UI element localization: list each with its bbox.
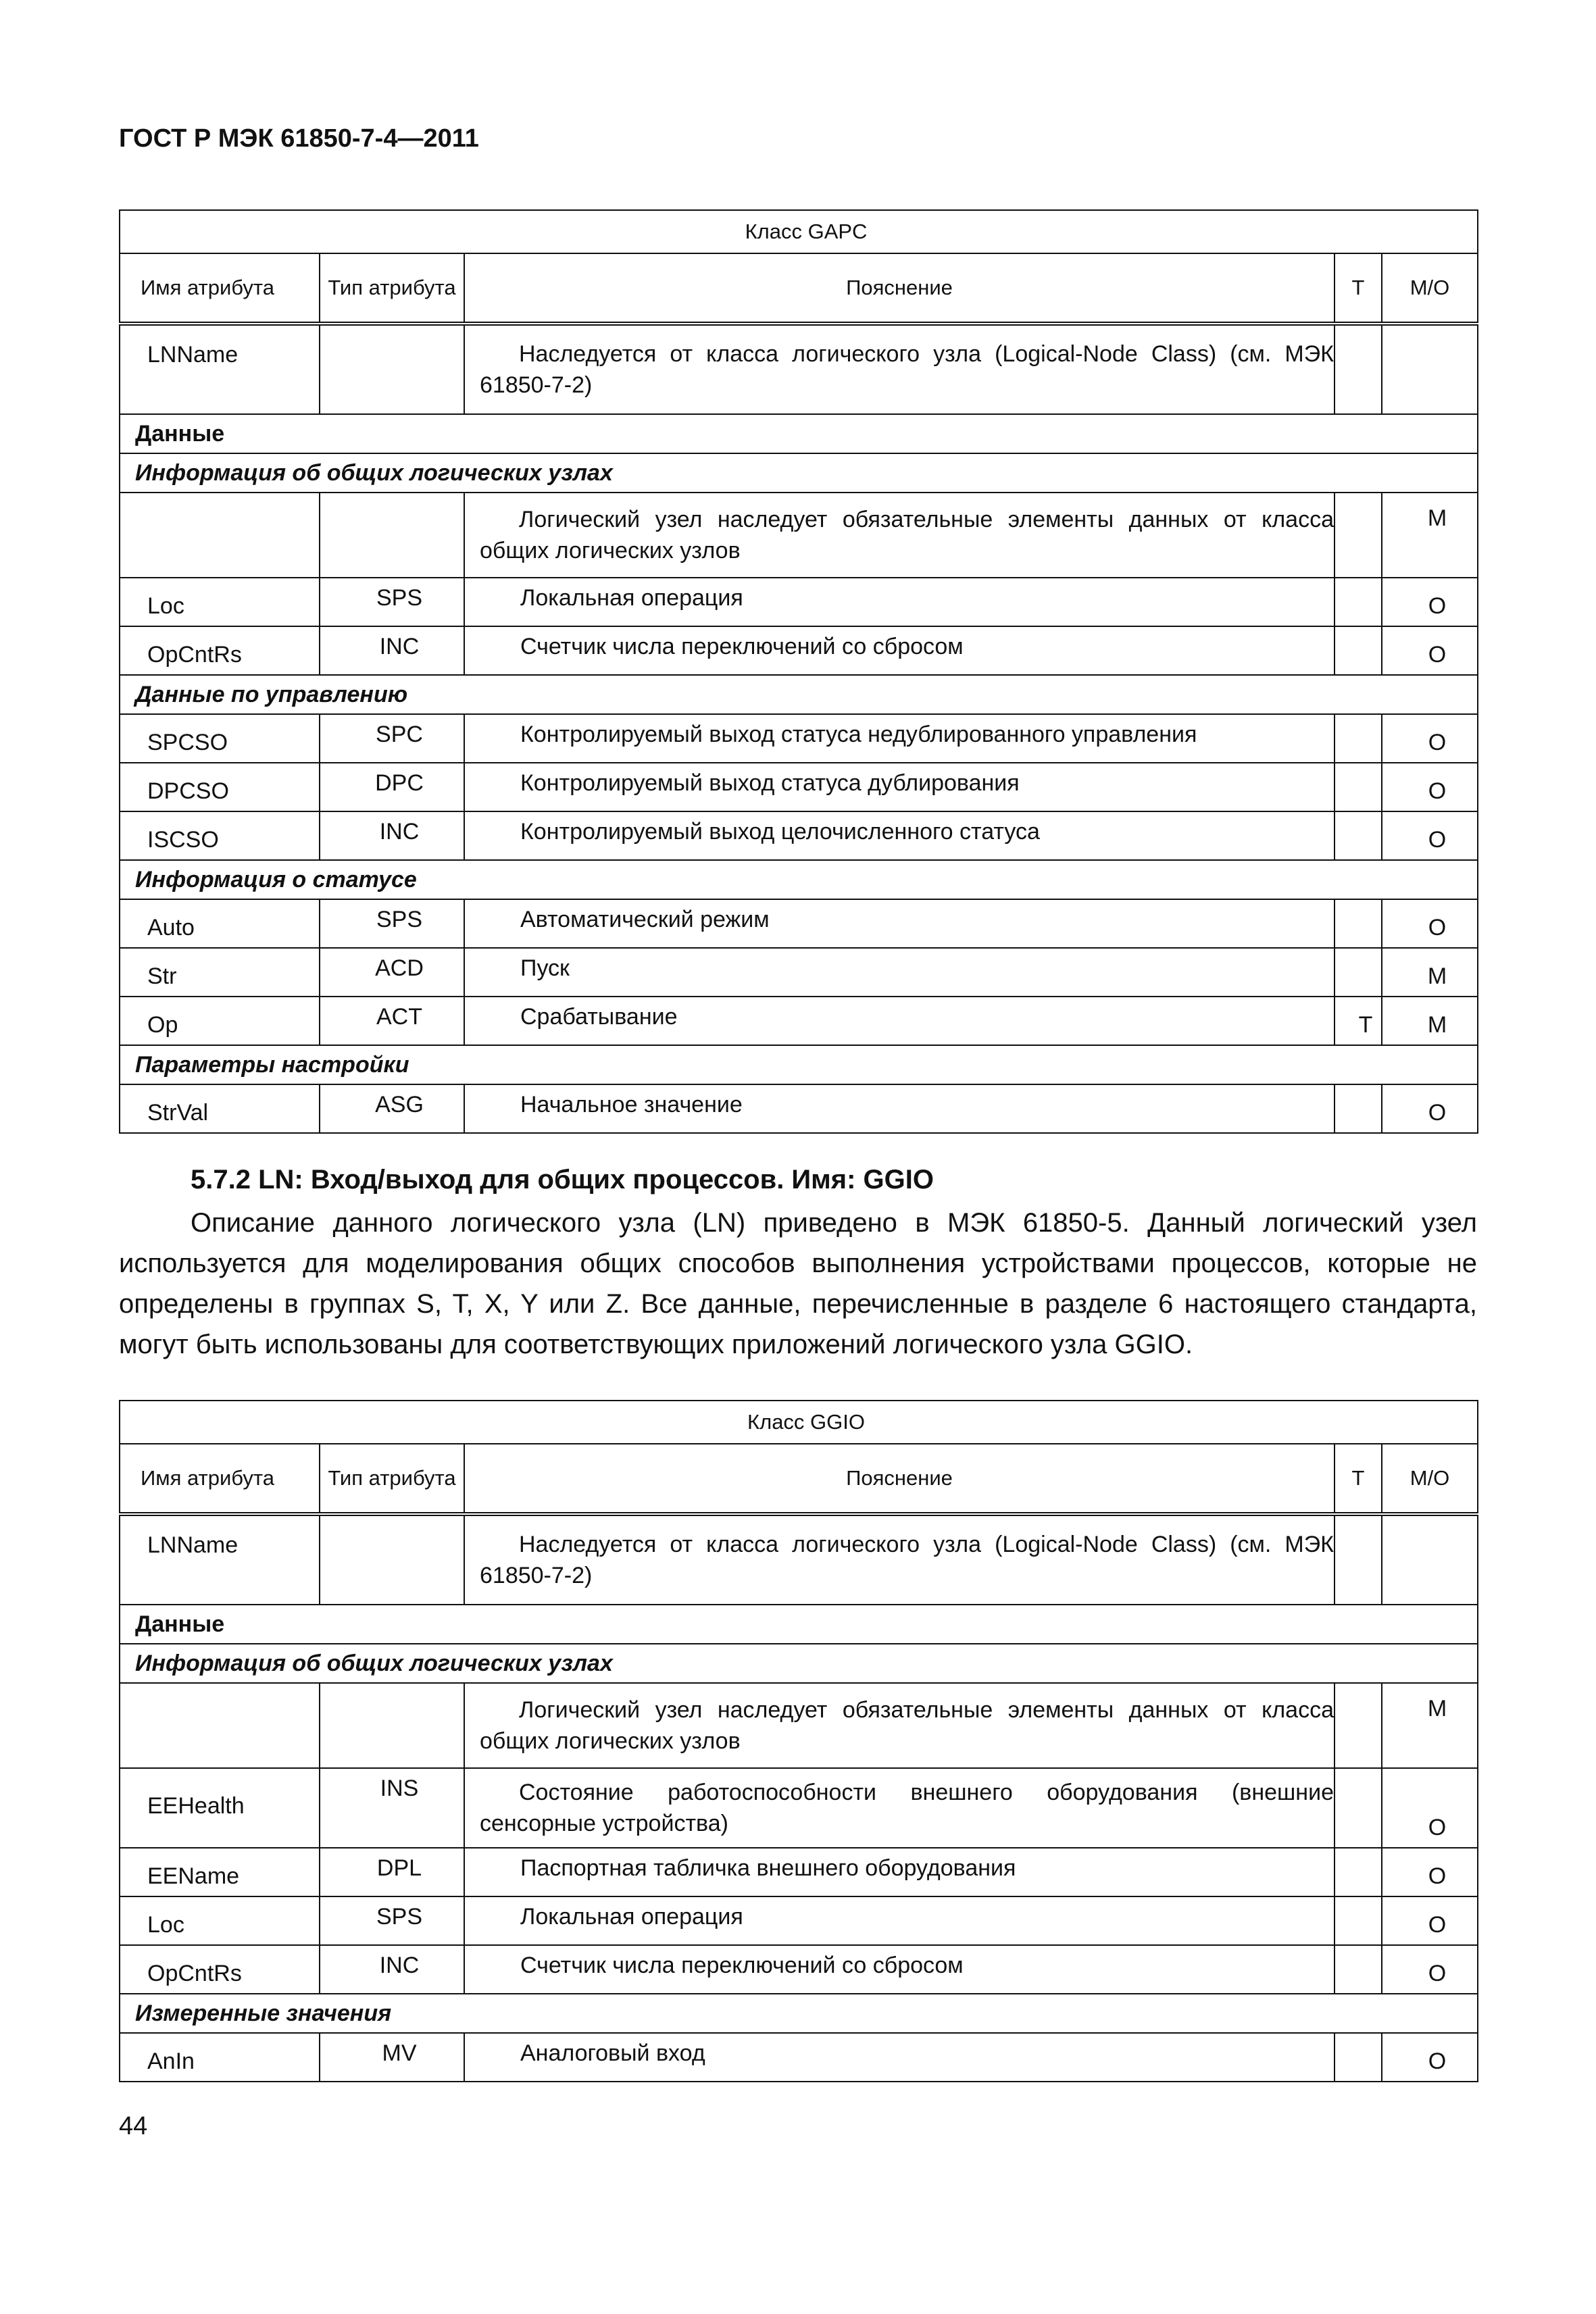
attr-name: Loc [120, 1896, 320, 1945]
attr-mo: M [1382, 1683, 1478, 1768]
attr-name [120, 493, 320, 578]
table-row [120, 1896, 1478, 1945]
attr-t [1335, 899, 1382, 948]
attr-type [320, 493, 464, 578]
attr-description: Наследуется от класса логического узла (Logical-Node Class) (см. МЭК 61850-7-2) [464, 1514, 1335, 1605]
attr-t [1335, 493, 1382, 578]
attr-name: OpCntRs [120, 626, 320, 675]
attr-name: StrVal [120, 1084, 320, 1133]
table-row [120, 626, 1478, 675]
attr-mo: M [1382, 997, 1478, 1045]
attr-description: Наследуется от класса логического узла (Logical-Node Class) (см. МЭК 61850-7-2) [464, 324, 1335, 414]
attr-mo [1382, 324, 1478, 414]
attr-type [320, 324, 464, 414]
attr-name: EEHealth [120, 1768, 320, 1848]
attr-name [120, 1683, 320, 1768]
attr-name: ISCSO [120, 811, 320, 860]
attr-mo: O [1382, 2033, 1478, 2082]
attr-type: SPC [320, 714, 464, 763]
attr-mo [1382, 1514, 1478, 1605]
attr-type: DPL [320, 1848, 464, 1896]
attr-t [1335, 714, 1382, 763]
attr-description: Пуск [464, 948, 1335, 997]
attr-name: LNName [120, 324, 320, 414]
attr-description: Локальная операция [464, 578, 1335, 626]
table-row [120, 997, 1478, 1045]
attr-name: Op [120, 997, 320, 1045]
attr-type: INC [320, 1945, 464, 1994]
attr-type: ASG [320, 1084, 464, 1133]
attr-t [1335, 324, 1382, 414]
attr-name: LNName [120, 1514, 320, 1605]
table-row [120, 578, 1478, 626]
attr-mo: O [1382, 1084, 1478, 1133]
attr-name: Loc [120, 578, 320, 626]
attr-mo: O [1382, 1768, 1478, 1848]
section-label-status: Информация о статусе [120, 860, 1478, 899]
attr-mo: O [1382, 763, 1478, 811]
page-number: 44 [119, 2112, 148, 2140]
attr-t [1335, 1896, 1382, 1945]
attr-type: INS [320, 1768, 464, 1848]
table-row [120, 899, 1478, 948]
section-heading: 5.7.2 LN: Вход/выход для общих процессов. Имя: GGIO [191, 1165, 934, 1194]
attr-t [1335, 811, 1382, 860]
table-row [120, 811, 1478, 860]
column-header-t: T [1335, 1444, 1382, 1514]
attr-description: Контролируемый выход статуса недублированного управления [464, 714, 1335, 763]
attr-mo: O [1382, 578, 1478, 626]
attr-t [1335, 2033, 1382, 2082]
attr-t [1335, 1084, 1382, 1133]
attr-name: EEName [120, 1848, 320, 1896]
column-header-t: T [1335, 253, 1382, 324]
attr-name: DPCSO [120, 763, 320, 811]
column-header-type: Тип атрибута [320, 253, 464, 324]
table-row [120, 1768, 1478, 1848]
table-row [120, 1848, 1478, 1896]
attr-description: Локальная операция [464, 1896, 1335, 1945]
attr-mo: O [1382, 626, 1478, 675]
section-label-data: Данные [120, 414, 1478, 453]
section-label-settings: Параметры настройки [120, 1045, 1478, 1084]
attr-t [1335, 626, 1382, 675]
attr-description: Контролируемый выход статуса дублирования [464, 763, 1335, 811]
section-label-control: Данные по управлению [120, 675, 1478, 714]
attr-type: INC [320, 626, 464, 675]
section-paragraph: Описание данного логического узла (LN) приведено в МЭК 61850-5. Данный логический узел используется для моделирования общих способов выполнения устройствами процессов, которые не определены в группах S, T, X, Y или Z. Все данные, перечисленные в разделе 6 настоящего стандарта, могут быть использованы для соответствующих приложений логического узла GGIO. [119, 1208, 1477, 1359]
attr-t [1335, 948, 1382, 997]
table-row [120, 763, 1478, 811]
attr-name: Auto [120, 899, 320, 948]
column-header-name: Имя атрибута [120, 253, 320, 324]
table-title: Класс GAPC [120, 210, 1478, 253]
attr-description: Логический узел наследует обязательные элементы данных от класса общих логических узлов [464, 1683, 1335, 1768]
document-header: ГОСТ Р МЭК 61850-7-4—2011 [119, 124, 479, 153]
attr-mo: M [1382, 493, 1478, 578]
attr-mo: O [1382, 714, 1478, 763]
attr-mo: O [1382, 899, 1478, 948]
attr-description: Срабатывание [464, 997, 1335, 1045]
attr-type: SPS [320, 578, 464, 626]
attr-type: DPC [320, 763, 464, 811]
attr-mo: O [1382, 1945, 1478, 1994]
attr-t [1335, 578, 1382, 626]
attr-description: Контролируемый выход целочисленного статуса [464, 811, 1335, 860]
table-title: Класс GGIO [120, 1401, 1478, 1444]
attr-mo: O [1382, 1848, 1478, 1896]
attr-name: Str [120, 948, 320, 997]
column-header-mo: M/O [1382, 253, 1478, 324]
attr-t: T [1335, 997, 1382, 1045]
attr-description: Начальное значение [464, 1084, 1335, 1133]
attr-type [320, 1683, 464, 1768]
section-label-measured: Измеренные значения [120, 1994, 1478, 2033]
attr-t [1335, 1514, 1382, 1605]
attr-type: SPS [320, 1896, 464, 1945]
attr-description: Автоматический режим [464, 899, 1335, 948]
column-header-description: Пояснение [464, 253, 1335, 324]
attr-description: Паспортная табличка внешнего оборудования [464, 1848, 1335, 1896]
attr-type: ACT [320, 997, 464, 1045]
attr-description: Логический узел наследует обязательные элементы данных от класса общих логических узлов [464, 493, 1335, 578]
attr-t [1335, 1945, 1382, 1994]
table-row [120, 948, 1478, 997]
attr-type: INC [320, 811, 464, 860]
table-row [120, 2033, 1478, 2082]
attr-name: AnIn [120, 2033, 320, 2082]
attr-description: Счетчик числа переключений со сбросом [464, 1945, 1335, 1994]
attr-description: Состояние работоспособности внешнего оборудования (внешние сенсорные устройства) [464, 1768, 1335, 1848]
attr-t [1335, 1768, 1382, 1848]
column-header-description: Пояснение [464, 1444, 1335, 1514]
section-label-common: Информация об общих логических узлах [120, 1644, 1478, 1683]
attr-name: OpCntRs [120, 1945, 320, 1994]
column-header-type: Тип атрибута [320, 1444, 464, 1514]
column-header-name: Имя атрибута [120, 1444, 320, 1514]
attr-mo: O [1382, 1896, 1478, 1945]
class-table-ggio [119, 1400, 1478, 2082]
table-row [120, 1084, 1478, 1133]
attr-mo: O [1382, 811, 1478, 860]
attr-description: Аналоговый вход [464, 2033, 1335, 2082]
attr-t [1335, 1848, 1382, 1896]
attr-t [1335, 1683, 1382, 1768]
attr-type: SPS [320, 899, 464, 948]
attr-type: MV [320, 2033, 464, 2082]
class-table-gapc [119, 209, 1478, 1134]
attr-type: ACD [320, 948, 464, 997]
table-row [120, 714, 1478, 763]
attr-name: SPCSO [120, 714, 320, 763]
attr-type [320, 1514, 464, 1605]
section-label-data: Данные [120, 1605, 1478, 1644]
attr-description: Счетчик числа переключений со сбросом [464, 626, 1335, 675]
attr-t [1335, 763, 1382, 811]
table-row [120, 1945, 1478, 1994]
column-header-mo: M/O [1382, 1444, 1478, 1514]
attr-mo: M [1382, 948, 1478, 997]
section-label-common: Информация об общих логических узлах [120, 453, 1478, 493]
